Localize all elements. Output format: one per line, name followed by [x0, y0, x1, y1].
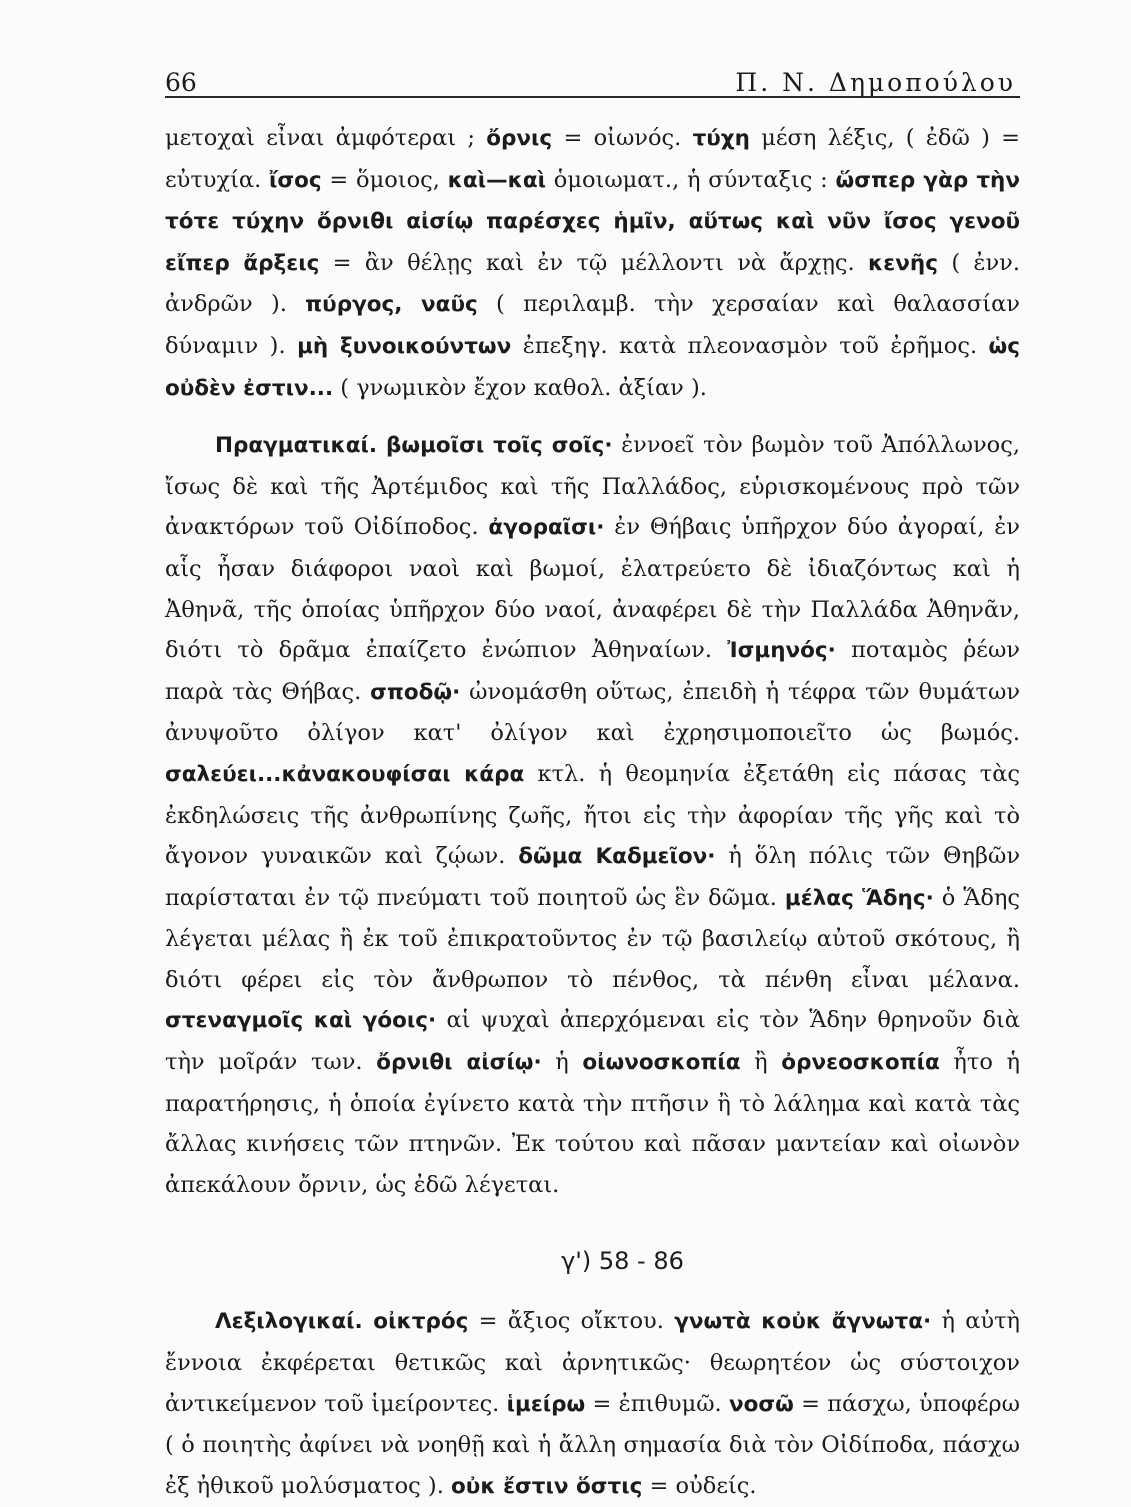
- lemma-term: γνωτὰ κοὐκ ἄγνωτα·: [674, 1309, 932, 1335]
- section-heading: γ') 58 - 86: [561, 1247, 684, 1276]
- commentary-text: = ἂν θέλῃς καὶ ἐν τῷ μέλλοντι νὰ ἄρχῃς.: [319, 249, 869, 276]
- commentary-text: = οὐδείς.: [642, 1472, 757, 1499]
- commentary-text: ἦτο ἡ παρατήρησις, ἡ ὁποία ἐγίνετο κατὰ τὴν πτῆσιν ἢ τὸ λάλημα καὶ κατὰ τὰς ἄλλας κινήσεις τῶν πτηνῶν. Ἐκ τούτου καὶ πᾶσαν μαντείαν καὶ οἰωνὸν ἀπεκάλουν ὄρνιν, ὡς ἐδῶ λέγεται.: [165, 1049, 1020, 1198]
- lemma-term: ἴσος: [269, 167, 322, 193]
- commentary-text: ὁ Ἅδης λέγεται μέλας ἢ ἐκ τοῦ ἐπικρατοῦντος ἐν τῷ βασιλείῳ αὐτοῦ σκότους, ἢ διότι φέρει εἰς τὸν ἄνθρωπον τὸ πένθος, τὰ πένθη εἶναι μέλανα.: [165, 884, 1020, 993]
- commentary-text: ἐννοεῖ τὸν βωμὸν τοῦ Ἀπόλλωνος, ἴσως δὲ καὶ τῆς Ἀρτέμιδος καὶ τῆς Παλλάδος, εὑρισκομένους πρὸ τῶν ἀνακτόρων τοῦ Οἰδίποδος.: [165, 432, 1020, 541]
- commentary-text: αἱ ψυχαὶ ἀπερχόμεναι εἰς τὸν Ἅδην θρηνοῦν διὰ τὴν μοῖράν των.: [165, 1007, 1021, 1076]
- lemma-term: νοσῶ: [728, 1391, 794, 1417]
- commentary-text: ἐν Θήβαις ὑπῆρχον δύο ἀγοραί, ἐν αἷς ἦσαν διάφοροι ναοὶ καὶ βωμοί, ἐλατρεύετο δὲ ἰδιαζόντως καὶ ἡ Ἀθηνᾶ, τῆς ὁποίας ὑπῆρχον δύο ναοί, ἀναφέρει δὲ τὴν Παλλάδα Ἀθηνᾶν, διότι τὸ δρᾶμα ἐπαίζετο ἐνώπιον Ἀθηναίων.: [165, 514, 1020, 664]
- commentary-text: ὁμοιωματ., ἡ σύνταξις :: [546, 166, 836, 193]
- lemma-term: ἀγοραῖσι·: [488, 515, 605, 541]
- lemma-term: σποδῷ·: [370, 679, 461, 705]
- commentary-text: ἡ ὅλη πόλις τῶν Θηβῶν παρίσταται ἐν τῷ πνεύματι τοῦ ποιητοῦ ὡς ἓν δῶμα.: [165, 843, 1021, 911]
- commentary-text: ὠνομάσθη οὕτως, ἐπειδὴ ἡ τέφρα τῶν θυμάτων ἀνυψοῦτο ὀλίγον κατ' ὀλίγον καὶ ἐχρησιμοποιεῖτο ὡς βωμός.: [165, 678, 1020, 747]
- lemma-term: πύργος, ναῦς: [305, 292, 478, 318]
- lemma-term: τύχη: [692, 126, 750, 151]
- lemma-term: ὀρνεοσκοπία: [781, 1050, 940, 1076]
- commentary-text: ἐπεξηγ. κατὰ πλεονασμὸν τοῦ ἐρῆμος.: [511, 332, 989, 359]
- commentary-text: ποταμὸς ῥέων παρὰ τὰς Θήβας.: [165, 637, 1020, 705]
- lemma-term: κενῆς: [868, 250, 938, 276]
- commentary-text: μετοχαὶ εἶναι ἀμφότεραι ;: [165, 125, 487, 151]
- commentary-text: ἢ: [740, 1049, 782, 1076]
- lemma-term: ὄρνιθι αἰσίῳ·: [376, 1050, 542, 1076]
- lemma-term: Πραγματικαί. βωμοῖσι τοῖς σοῖς·: [215, 433, 613, 459]
- lemma-term: ὥσπερ γὰρ τὴν τότε τύχην ὄρνιθι αἰσίῳ παρέσχες ἡμῖν, αὕτως καὶ νῦν ἴσος γενοῦ εἴπερ ἄρξεις: [165, 167, 1020, 276]
- commentary-text: = ἄξιος οἴκτου.: [468, 1308, 675, 1335]
- lemma-term: δῶμα Καδμεῖον·: [518, 844, 716, 870]
- lemma-term: ἱμείρω: [506, 1391, 586, 1417]
- lemma-term: Ἰσμηνός·: [727, 638, 836, 664]
- running-head: Π. Ν. Δημοπούλου: [735, 68, 1016, 97]
- paragraph-lexilogikai: [165, 1301, 1020, 1507]
- lemma-term: ὄρνις: [486, 126, 553, 151]
- commentary-text: = οἰωνός.: [552, 125, 693, 151]
- commentary-text: ( περιλαμβ. τὴν χερσαίαν καὶ θαλασσίαν δύναμιν ).: [165, 291, 1020, 359]
- commentary-text: ἡ: [541, 1049, 583, 1076]
- commentary-text: κτλ. ἡ θεομηνία ἐξετάθη εἰς πάσας τὰς ἐκδηλώσεις τῆς ἀνθρωπίνης ζωῆς, ἤτοι εἰς τὴν ἀφορίαν τῆς γῆς καὶ τὸ ἄγονον γυναικῶν καὶ ζῴων.: [165, 760, 1021, 870]
- commentary-text: μέση λέξις, ( ἐδῶ ) = εὐτυχία.: [165, 125, 1021, 193]
- commentary-text: = ὅμοιος,: [321, 166, 448, 193]
- lemma-term: μέλας Ἅδης·: [784, 885, 934, 911]
- paragraph-1: [165, 118, 1020, 409]
- page-number: 66: [165, 68, 197, 97]
- commentary-text: = ἐπιθυμῶ.: [585, 1390, 729, 1417]
- page-header: [165, 62, 1020, 98]
- commentary-text: ἡ αὐτὴ ἔννοια ἐκφέρεται θετικῶς καὶ ἀρνητικῶς· θεωρητέον ὡς σύστοιχον ἀντικείμενον τοῦ ἱμείροντες.: [165, 1308, 1021, 1417]
- lemma-term: Λεξιλογικαί. οἰκτρός: [215, 1309, 469, 1335]
- commentary-text: ( γνωμικὸν ἔχον καθολ. ἀξίαν ).: [333, 374, 707, 401]
- lemma-term: ὡς οὐδὲν ἐστιν...: [165, 333, 1020, 401]
- paragraph-pragmatikai: [165, 425, 1020, 1205]
- commentary-text: ( ἐνν. ἀνδρῶν ).: [165, 249, 1021, 318]
- lemma-term: στεναγμοῖς καὶ γόοις·: [165, 1008, 437, 1034]
- lemma-term: οἰωνοσκοπία: [582, 1050, 741, 1076]
- main-text: [165, 118, 1020, 1507]
- commentary-text: = πάσχω, ὑποφέρω ( ὁ ποιητὴς ἀφίνει νὰ νοηθῇ καὶ ἡ ἄλλη σημασία διὰ τὸν Οἰδίποδα, πάσχω ἐξ ἠθικοῦ μολύσματος ).: [165, 1390, 1021, 1499]
- lemma-term: καὶ—καὶ: [447, 167, 547, 193]
- lemma-term: σαλεύει...κἀνακουφίσαι κάρα: [165, 761, 525, 787]
- lemma-term: μὴ ξυνοικούντων: [297, 333, 512, 359]
- lemma-term: οὐκ ἔστιν ὅστις: [451, 1473, 643, 1499]
